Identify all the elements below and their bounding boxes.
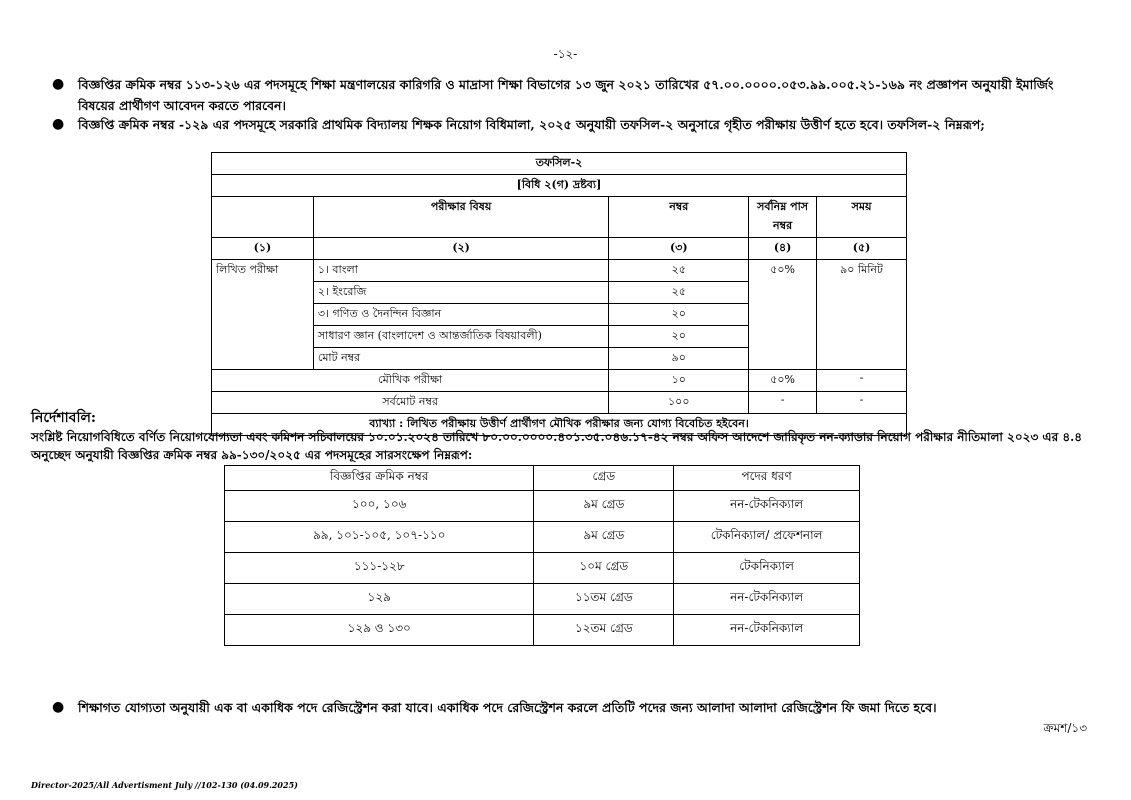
grade-cell-serial: ৯৯, ১০১-১০৫, ১০৭-১১০ bbox=[225, 522, 534, 553]
grade-header-serial: বিজ্ঞপ্তির ক্রমিক নম্বর bbox=[225, 466, 534, 491]
grade-cell-type: টেকনিক্যাল bbox=[674, 553, 860, 584]
grade-cell-grade: ৯ম গ্রেড bbox=[534, 491, 674, 522]
written-pass-marks: ৫০% bbox=[749, 260, 817, 370]
continued-label: ক্রমশ/১৩ bbox=[1043, 721, 1087, 735]
subject-name: মোট নম্বর bbox=[313, 348, 609, 370]
bullet-dot-icon: ● bbox=[52, 76, 65, 92]
subject-name: ২। ইংরেজি bbox=[313, 282, 609, 304]
col-number: (৪) bbox=[749, 238, 817, 260]
grade-table bbox=[224, 465, 860, 646]
grade-cell-grade: ৯ম গ্রেড bbox=[534, 522, 674, 553]
oral-exam-pass: ৫০% bbox=[749, 370, 817, 392]
grand-total-label: সর্বমোট নম্বর bbox=[212, 392, 609, 414]
bullet-dot-icon: ● bbox=[52, 116, 65, 132]
bullet-item bbox=[52, 114, 1088, 135]
grade-cell-type: নন-টেকনিক্যাল bbox=[674, 615, 860, 646]
subject-marks: ২৫ bbox=[609, 282, 749, 304]
col-number: (৫) bbox=[817, 238, 907, 260]
written-exam-label: লিখিত পরীক্ষা bbox=[212, 260, 314, 370]
col-number: (২) bbox=[313, 238, 609, 260]
header-subject: পরীক্ষার বিষয় bbox=[313, 197, 609, 238]
header-cell-empty bbox=[212, 197, 314, 238]
grand-total-pass: - bbox=[749, 392, 817, 414]
grade-cell-type: টেকনিক্যাল/ প্রফেশনাল bbox=[674, 522, 860, 553]
oral-exam-marks: ১০ bbox=[609, 370, 749, 392]
grade-cell-serial: ১২৯ ও ১৩০ bbox=[225, 615, 534, 646]
page-number: -১২- bbox=[553, 47, 578, 61]
footer-reference: Director-2025/All Advertisment July //102-130 (04.09.2025) bbox=[31, 780, 298, 790]
subject-marks: ২০ bbox=[609, 304, 749, 326]
bullet-item bbox=[52, 697, 1088, 718]
col-number: (১) bbox=[212, 238, 314, 260]
bullet-dot-icon: ● bbox=[52, 699, 65, 715]
grade-cell-grade: ১০ম গ্রেড bbox=[534, 553, 674, 584]
grade-cell-serial: ১১১-১২৮ bbox=[225, 553, 534, 584]
grade-cell-grade: ১১তম গ্রেড bbox=[534, 584, 674, 615]
schedule-table bbox=[211, 152, 907, 436]
header-time: সময় bbox=[817, 197, 907, 238]
instructions-paragraph: সংশ্লিষ্ট নিয়োগবিধিতে বর্ণিত নিয়োগযোগ্যতা এবং কমিশন সচিবালয়ের ১০.০১.২০২৪ তারিখে ৮০.০০.০০০০.৪০১.৩৫.০৪৬.১৭-৪২ নম্বর অফিস আদেশে জারিকৃত নন-ক্যাডার নিয়োগ পরীক্ষার নীতিমালা ২০২৩ এর ৪.৪ অনুচ্ছেদ অনুযায়ী বিজ্ঞপ্তির ক্রমিক নম্বর ৯৯-১৩০/২০২৫ এর পদসমূহের সারসংক্ষেপ নিম্নরূপ: bbox=[31, 430, 1083, 462]
schedule-title: তফসিল-২ bbox=[212, 153, 907, 175]
subject-name: ১। বাংলা bbox=[313, 260, 609, 282]
subject-marks: ৯০ bbox=[609, 348, 749, 370]
grade-cell-serial: ১০০, ১০৬ bbox=[225, 491, 534, 522]
bullet-text: বিজ্ঞপ্তির ক্রমিক নম্বর ১১৩-১২৬ এর পদসমূহে শিক্ষা মন্ত্রণালয়ের কারিগরি ও মাদ্রাসা শিক্ষা বিভাগের ১৩ জুন ২০২১ তারিখের ৫৭.০০.০০০০.০৫৩.৯৯.০০৫.২১-১৬৯ নং প্রজ্ঞাপন অনুযায়ী ইমার্জিং বিষয়ের প্রার্থীগণ আবেদন করতে পারবেন। bbox=[78, 77, 1054, 113]
schedule-note: ব্যাখ্যা : লিখিত পরীক্ষায় উত্তীর্ণ প্রার্থীগণ মৌখিক পরীক্ষার জন্য যোগ্য বিবেচিত হইবেন। bbox=[212, 414, 907, 436]
grade-cell-grade: ১২তম গ্রেড bbox=[534, 615, 674, 646]
subject-marks: ২৫ bbox=[609, 260, 749, 282]
grand-total-time: - bbox=[817, 392, 907, 414]
header-marks: নম্বর bbox=[609, 197, 749, 238]
bullet-text: বিজ্ঞপ্তি ক্রমিক নম্বর -১২৯ এর পদসমূহে সরকারি প্রাথমিক বিদ্যালয় শিক্ষক নিয়োগ বিধিমালা, ২০২৫ অনুযায়ী তফসিল-২ অনুসারে গৃহীত পরীক্ষায় উত্তীর্ণ হতে হবে। তফসিল-২ নিম্নরূপ; bbox=[78, 117, 985, 132]
written-time: ৯০ মিনিট bbox=[817, 260, 907, 370]
subject-name: ৩। গণিত ও দৈনন্দিন বিজ্ঞান bbox=[313, 304, 609, 326]
oral-exam-label: মৌখিক পরীক্ষা bbox=[212, 370, 609, 392]
grand-total-marks: ১০০ bbox=[609, 392, 749, 414]
grade-header-grade: গ্রেড bbox=[534, 466, 674, 491]
header-pass-marks: সর্বনিম্ন পাস নম্বর bbox=[749, 197, 817, 238]
grade-cell-serial: ১২৯ bbox=[225, 584, 534, 615]
bullet-text: শিক্ষাগত যোগ্যতা অনুযায়ী এক বা একাধিক পদে রেজিস্ট্রেশন করা যাবে। একাধিক পদে রেজিস্ট্রেশন করলে প্রতিটি পদের জন্য আলাদা আলাদা রেজিস্ট্রেশন ফি জমা দিতে হবে। bbox=[78, 700, 937, 715]
oral-exam-time: - bbox=[817, 370, 907, 392]
col-number: (৩) bbox=[609, 238, 749, 260]
schedule-subtitle: [বিধি ২(গ) দ্রষ্টব্য] bbox=[212, 175, 907, 197]
bullet-item bbox=[52, 74, 1068, 116]
grade-cell-type: নন-টেকনিক্যাল bbox=[674, 491, 860, 522]
grade-cell-type: নন-টেকনিক্যাল bbox=[674, 584, 860, 615]
subject-name: সাধারণ জ্ঞান (বাংলাদেশ ও আন্তর্জাতিক বিষয়াবলী) bbox=[313, 326, 609, 348]
instructions-heading: নির্দেশাবলি: bbox=[31, 410, 97, 426]
grade-header-type: পদের ধরণ bbox=[674, 466, 860, 491]
subject-marks: ২০ bbox=[609, 326, 749, 348]
